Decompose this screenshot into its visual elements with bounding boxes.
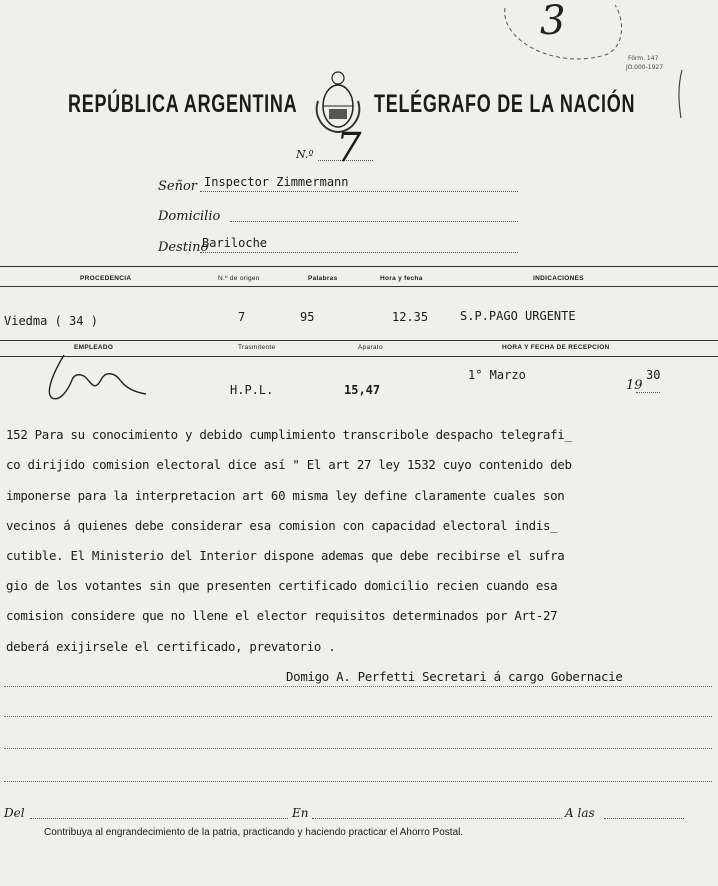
senor-line (200, 191, 518, 192)
cell-origen: 7 (238, 310, 246, 324)
del-label: Del (4, 806, 25, 820)
year-prefix: 19 (626, 378, 643, 393)
margin-mark (676, 70, 686, 120)
blank-rule (4, 748, 712, 749)
domicilio-label: Domicilio (158, 209, 221, 224)
destino-label: Destino (158, 240, 209, 255)
col-hora-fecha: Hora y fecha (380, 275, 423, 282)
employee-signature (38, 350, 158, 402)
number-value: 7 (336, 125, 362, 171)
a-las-label: A las (565, 806, 595, 820)
table2-top-rule (0, 340, 718, 341)
table1-top-rule (0, 266, 718, 267)
cell-palabras: 95 (300, 310, 315, 324)
message-line: cutible. El Ministerio del Interior dispone ademas que debe recibirse el sufra (6, 548, 565, 563)
destino-line (200, 252, 518, 253)
cell-trasmitente: H.P.L. (230, 383, 274, 397)
cell-indicaciones: S.P.PAGO URGENTE (460, 309, 576, 323)
col-origen: N.º de origen (218, 275, 260, 282)
cell-hora: 12.35 (392, 310, 429, 324)
blank-rule (4, 686, 712, 687)
cell-recepcion-fecha: 1° Marzo (468, 368, 526, 382)
footer-slogan: Contribuya al engrandecimiento de la patria, practicando y haciendo practicar el Ahorro Postal. (44, 827, 464, 838)
senor-label: Señor (158, 179, 198, 194)
blank-rule (4, 781, 712, 782)
col-palabras: Palabras (308, 275, 338, 282)
col-aparato: Aparato (358, 344, 383, 351)
header-right-title: TELÉGRAFO DE LA NACIÓN (374, 90, 636, 118)
cell-aparato: 15,47 (344, 383, 381, 397)
senor-value: Inspector Zimmermann (204, 175, 349, 189)
signature-text: Domigo A. Perfetti Secretari á cargo Gobernacie (286, 669, 623, 684)
message-line: deberá exijirsele el certificado, prevatorio . (6, 639, 336, 654)
year-suffix: 30 (646, 368, 661, 382)
col-procedencia: PROCEDENCIA (80, 275, 132, 282)
col-recepcion: HORA Y FECHA DE RECEPCION (502, 344, 610, 351)
blank-rule (4, 716, 712, 717)
form-code-2: JO.000-1927 (626, 64, 664, 71)
destino-value: Bariloche (202, 236, 268, 250)
a-las-line (604, 818, 684, 819)
domicilio-line (230, 221, 518, 222)
col-empleado: EMPLEADO (74, 344, 114, 351)
form-code: Fórm. 147 (628, 55, 659, 62)
message-line: imponerse para la interpretacion art 60 misma ley define claramente cuales son (6, 488, 565, 503)
message-line: gio de los votantes sin que presenten certificado domicilio recien cuando esa (6, 578, 558, 593)
year-line (636, 392, 660, 393)
en-label: En (292, 806, 309, 820)
message-line: vecinos á quienes debe considerar esa comision con capacidad electoral indis_ (6, 518, 558, 533)
message-line: 152 Para su conocimiento y debido cumplimiento transcribole despacho telegrafi_ (6, 427, 572, 442)
message-line: co dirijido comision electoral dice así " El art 27 ley 1532 cuyo contenido deb (6, 457, 572, 472)
en-line (312, 818, 562, 819)
header-left-title: REPÚBLICA ARGENTINA (68, 90, 298, 118)
table1-header-rule (0, 286, 718, 287)
message-line: comision considere que no llene el elector requisitos determinados por Art-27 (6, 608, 558, 623)
col-indicaciones: INDICACIONES (533, 275, 584, 282)
del-line (30, 818, 288, 819)
cell-procedencia: Viedma ( 34 ) (4, 314, 98, 328)
number-label: N.º (296, 148, 314, 161)
corner-number: 3 (540, 0, 566, 44)
col-trasmitente: Trasmitente (238, 344, 276, 351)
